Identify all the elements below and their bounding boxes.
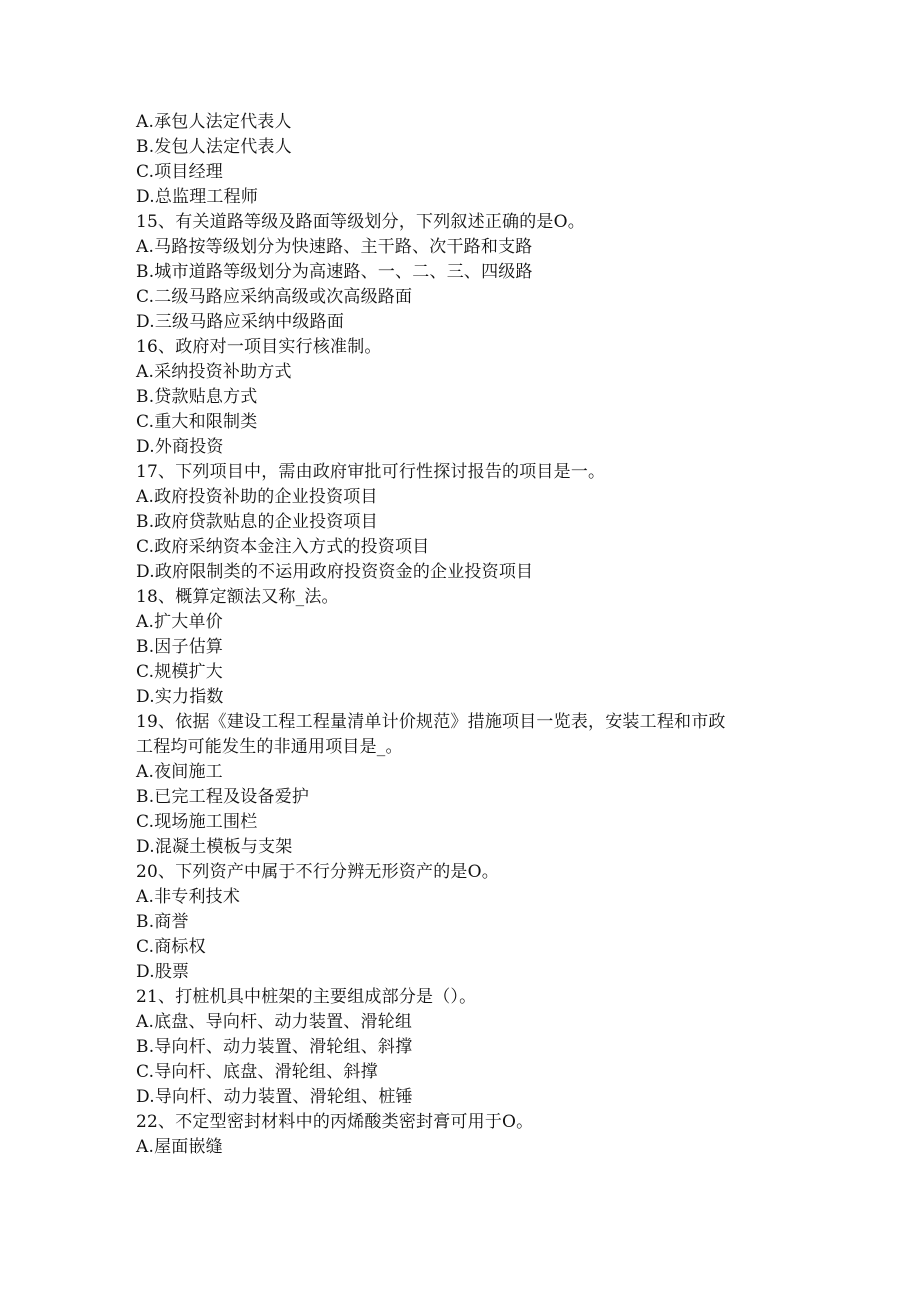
option-line: B.发包人法定代表人 [136,137,292,157]
option-line: D.混凝土模板与支架 [136,837,293,857]
option-line: C.重大和限制类 [136,412,258,432]
question-line: 15、有关道路等级及路面等级划分，下列叙述正确的是O。 [136,212,585,232]
option-line: C.规模扩大 [136,662,224,682]
option-line: C.商标权 [136,937,206,957]
option-line: B.政府贷款贴息的企业投资项目 [136,512,378,532]
option-line: A.马路按等级划分为快速路、主干路、次干路和支路 [136,237,533,257]
question-line: 17、下列项目中，需由政府审批可行性探讨报告的项目是一。 [136,462,606,482]
option-line: B.已完工程及设备爱护 [136,787,310,807]
option-line: D.导向杆、动力装置、滑轮组、桩锤 [136,1087,413,1107]
question-line: 16、政府对一项目实行核准制。 [136,337,382,357]
option-line: D.总监理工程师 [136,187,259,207]
option-line: A.非专利技术 [136,887,241,907]
option-line: B.导向杆、动力装置、滑轮组、斜撑 [136,1037,413,1057]
option-line: B.因子估算 [136,637,224,657]
option-line: D.股票 [136,962,190,982]
question-line: 19、依据《建设工程工程量清单计价规范》措施项目一览表，安装工程和市政 [136,712,726,732]
option-line: A.政府投资补助的企业投资项目 [136,487,378,507]
question-line-continued: 工程均可能发生的非通用项目是_。 [136,737,403,757]
option-line: C.导向杆、底盘、滑轮组、斜撑 [136,1062,378,1082]
option-line: B.城市道路等级划分为高速路、一、二、三、四级路 [136,262,533,282]
option-line: A.夜间施工 [136,762,223,782]
option-line: C.政府采纳资本金注入方式的投资项目 [136,537,430,557]
option-line: D.政府限制类的不运用政府投资资金的企业投资项目 [136,562,534,582]
option-line: A.扩大单价 [136,612,223,632]
option-line: A.底盘、导向杆、动力装置、滑轮组 [136,1012,413,1032]
question-line: 22、不定型密封材料中的丙烯酸类密封膏可用于O。 [136,1112,534,1132]
question-line: 21、打桩机具中桩架的主要组成部分是（）。 [136,987,477,1007]
option-line: A.采纳投资补助方式 [136,362,292,382]
document-body [136,110,816,1160]
option-line: A.承包人法定代表人 [136,112,292,132]
option-line: D.三级马路应采纳中级路面 [136,312,345,332]
option-line: C.现场施工围栏 [136,812,258,832]
option-line: C.二级马路应采纳高级或次高级路面 [136,287,413,307]
option-line: B.贷款贴息方式 [136,387,258,407]
question-line: 20、下列资产中属于不行分辨无形资产的是O。 [136,862,499,882]
option-line: B.商誉 [136,912,189,932]
question-line: 18、概算定额法又称_法。 [136,587,339,607]
option-line: C.项目经理 [136,162,224,182]
option-line: D.外商投资 [136,437,224,457]
option-line: D.实力指数 [136,687,224,707]
option-line: A.屋面嵌缝 [136,1137,223,1157]
